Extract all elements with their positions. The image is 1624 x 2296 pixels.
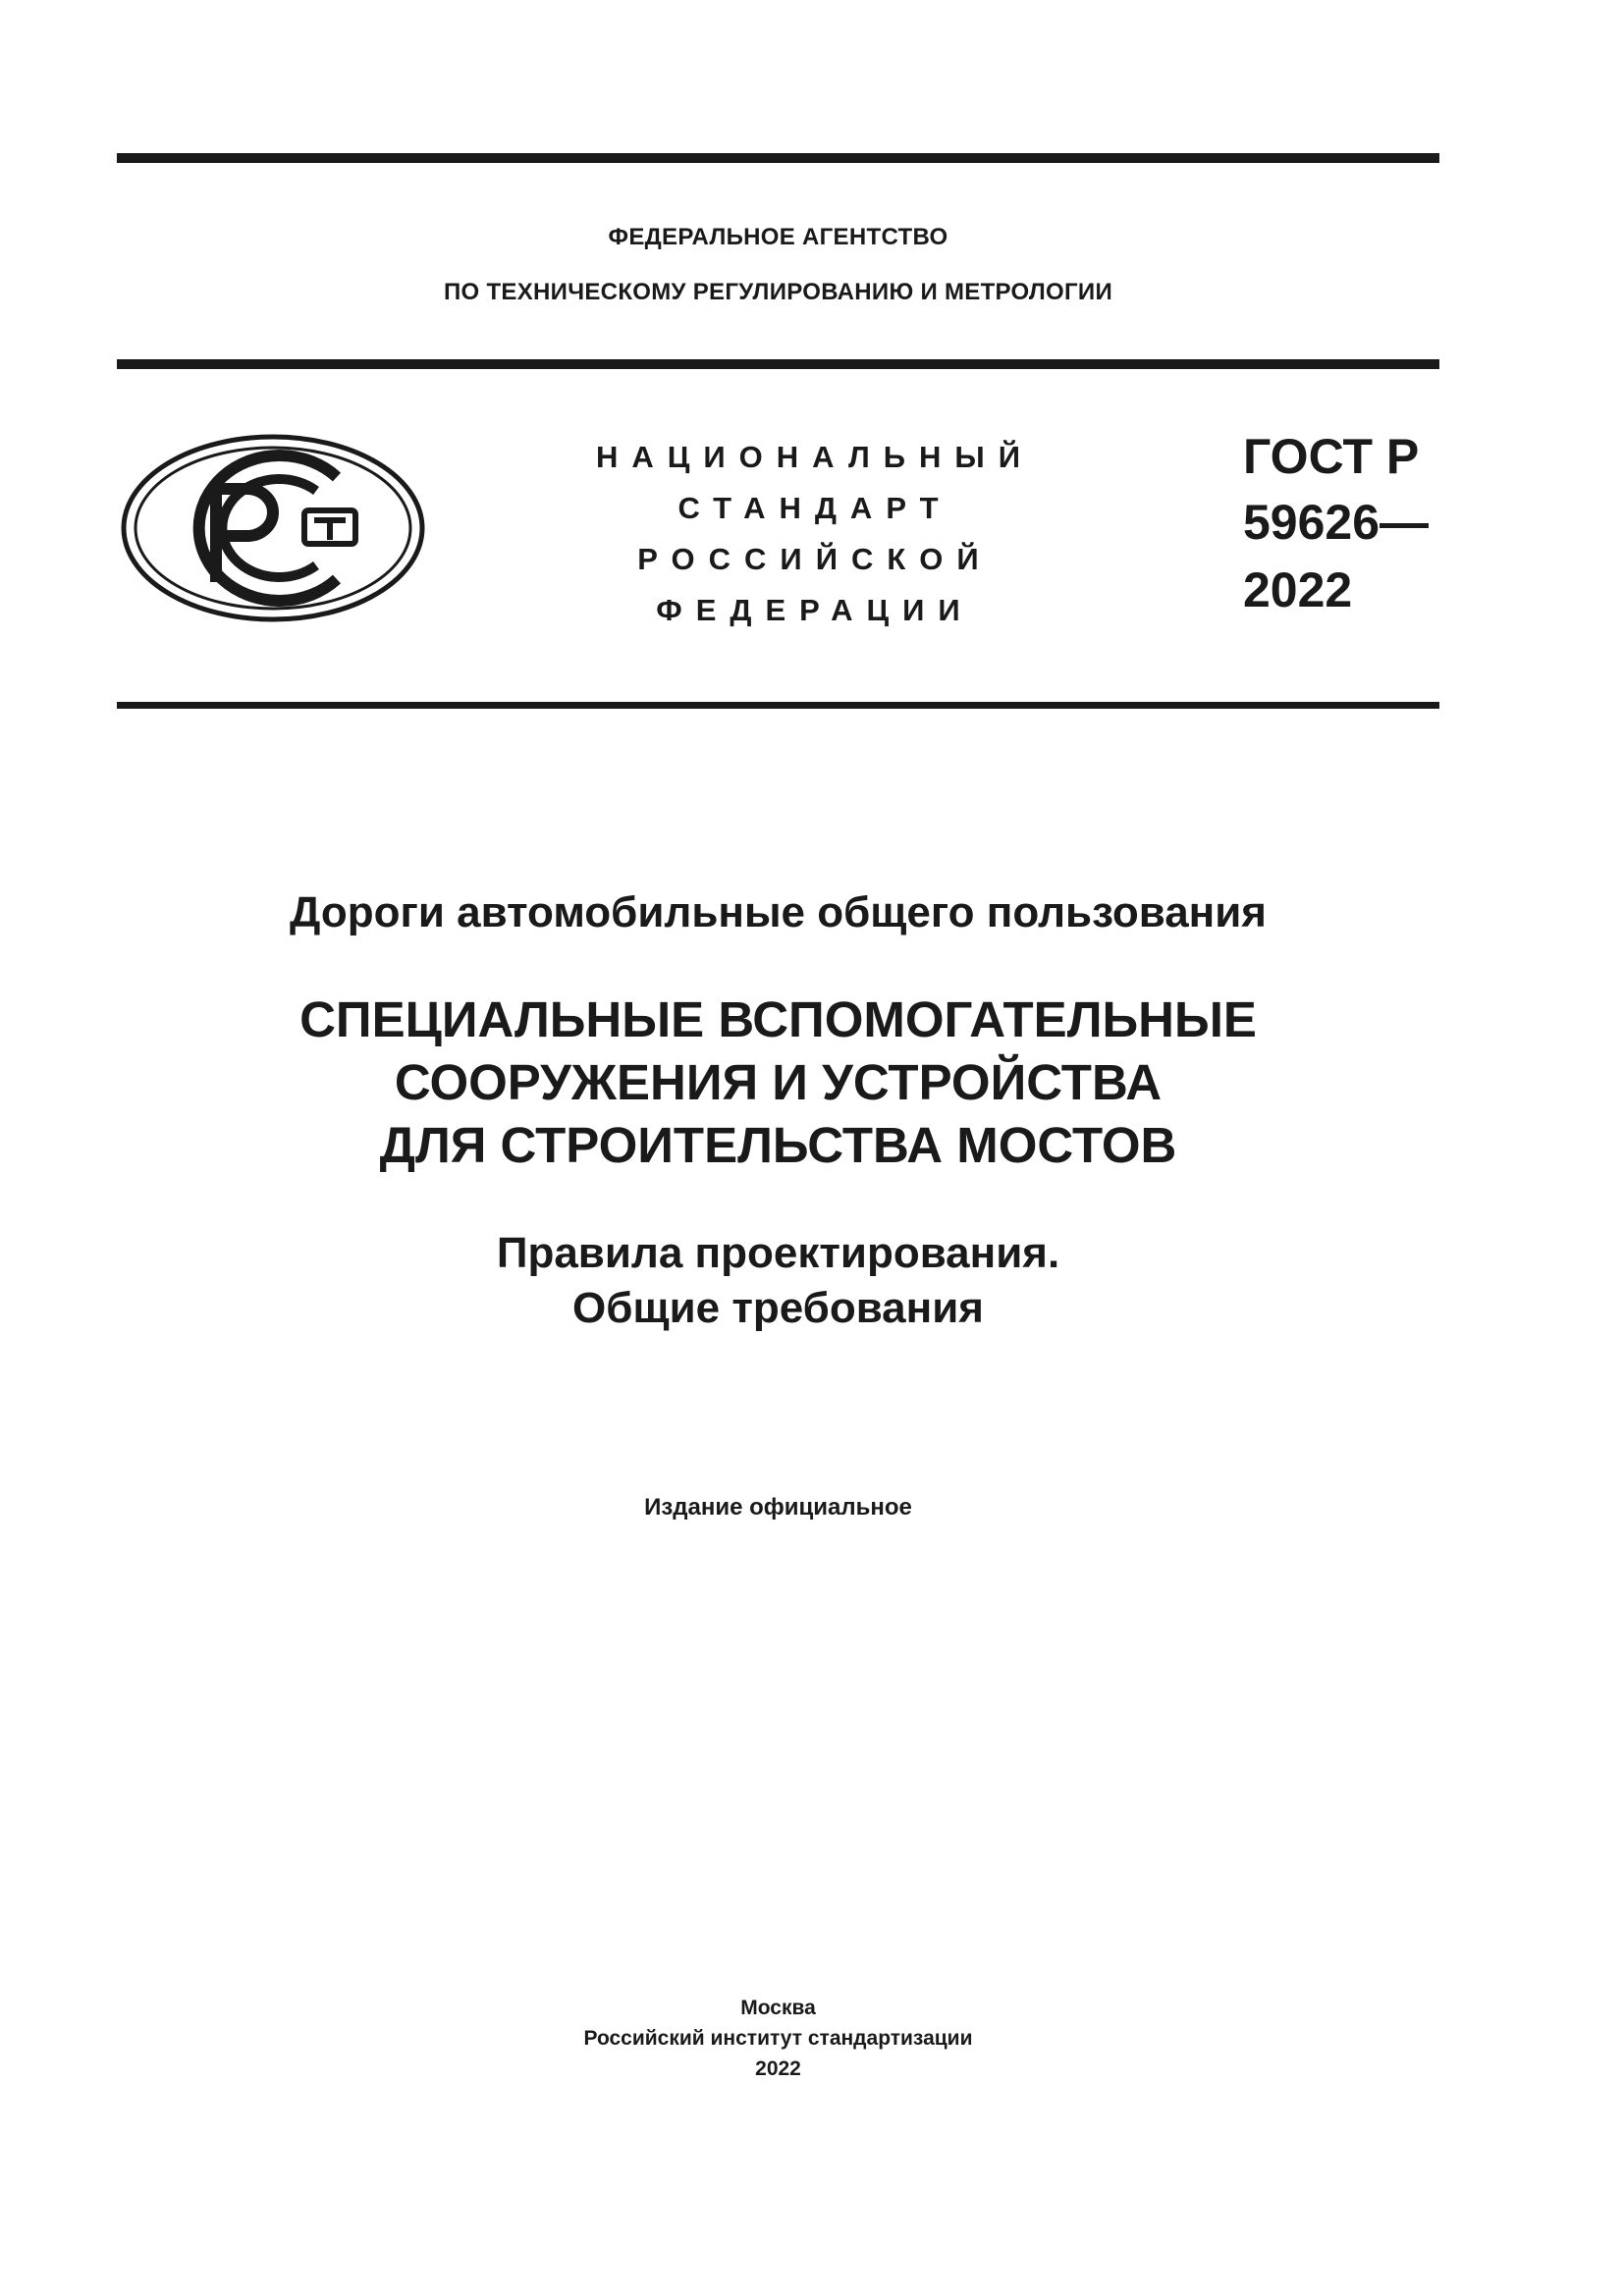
bottom-rule — [117, 702, 1439, 709]
imprint-city: Москва — [740, 1997, 816, 2019]
imprint-year: 2022 — [755, 2057, 801, 2080]
subtitle-line-2: Общие требования — [572, 1284, 984, 1332]
agency-name-line-2: ПО ТЕХНИЧЕСКОМУ РЕГУЛИРОВАНИЮ И МЕТРОЛОГИИ — [443, 279, 1113, 305]
main-title-line-1: СПЕЦИАЛЬНЫЕ ВСПОМОГАТЕЛЬНЫЕ — [299, 991, 1257, 1047]
edition-note: Издание официальное — [644, 1494, 912, 1521]
document-subtitle — [117, 1226, 1439, 1336]
middle-rule — [117, 359, 1439, 369]
document-subject: Дороги автомобильные общего пользования — [290, 888, 1267, 936]
imprint — [117, 1993, 1439, 2084]
national-standard-line-1: НАЦИОНАЛЬНЫЙ — [595, 440, 1035, 474]
main-title-line-2: СООРУЖЕНИЯ И УСТРОЙСТВА — [394, 1054, 1163, 1110]
gost-designation-line-3: 2022 — [1243, 562, 1353, 617]
document-main-title — [117, 988, 1439, 1177]
main-title-line-3: ДЛЯ СТРОИТЕЛЬСТВА МОСТОВ — [379, 1117, 1177, 1173]
top-rule — [117, 153, 1439, 163]
subtitle-line-1: Правила проектирования. — [496, 1229, 1060, 1277]
national-standard-line-2: СТАНДАРТ — [677, 491, 952, 525]
imprint-publisher: Российский институт стандартизации — [583, 2027, 973, 2050]
national-standard-line-4: ФЕДЕРАЦИИ — [656, 593, 974, 627]
rst-conformity-mark-icon — [116, 430, 430, 626]
agency-name-line-1: ФЕДЕРАЛЬНОЕ АГЕНТСТВО — [608, 224, 948, 250]
national-standard-line-3: РОССИЙСКОЙ — [637, 542, 993, 576]
gost-designation-line-2: 59626— — [1243, 495, 1430, 550]
gost-designation-line-1: ГОСТ Р — [1243, 429, 1420, 484]
